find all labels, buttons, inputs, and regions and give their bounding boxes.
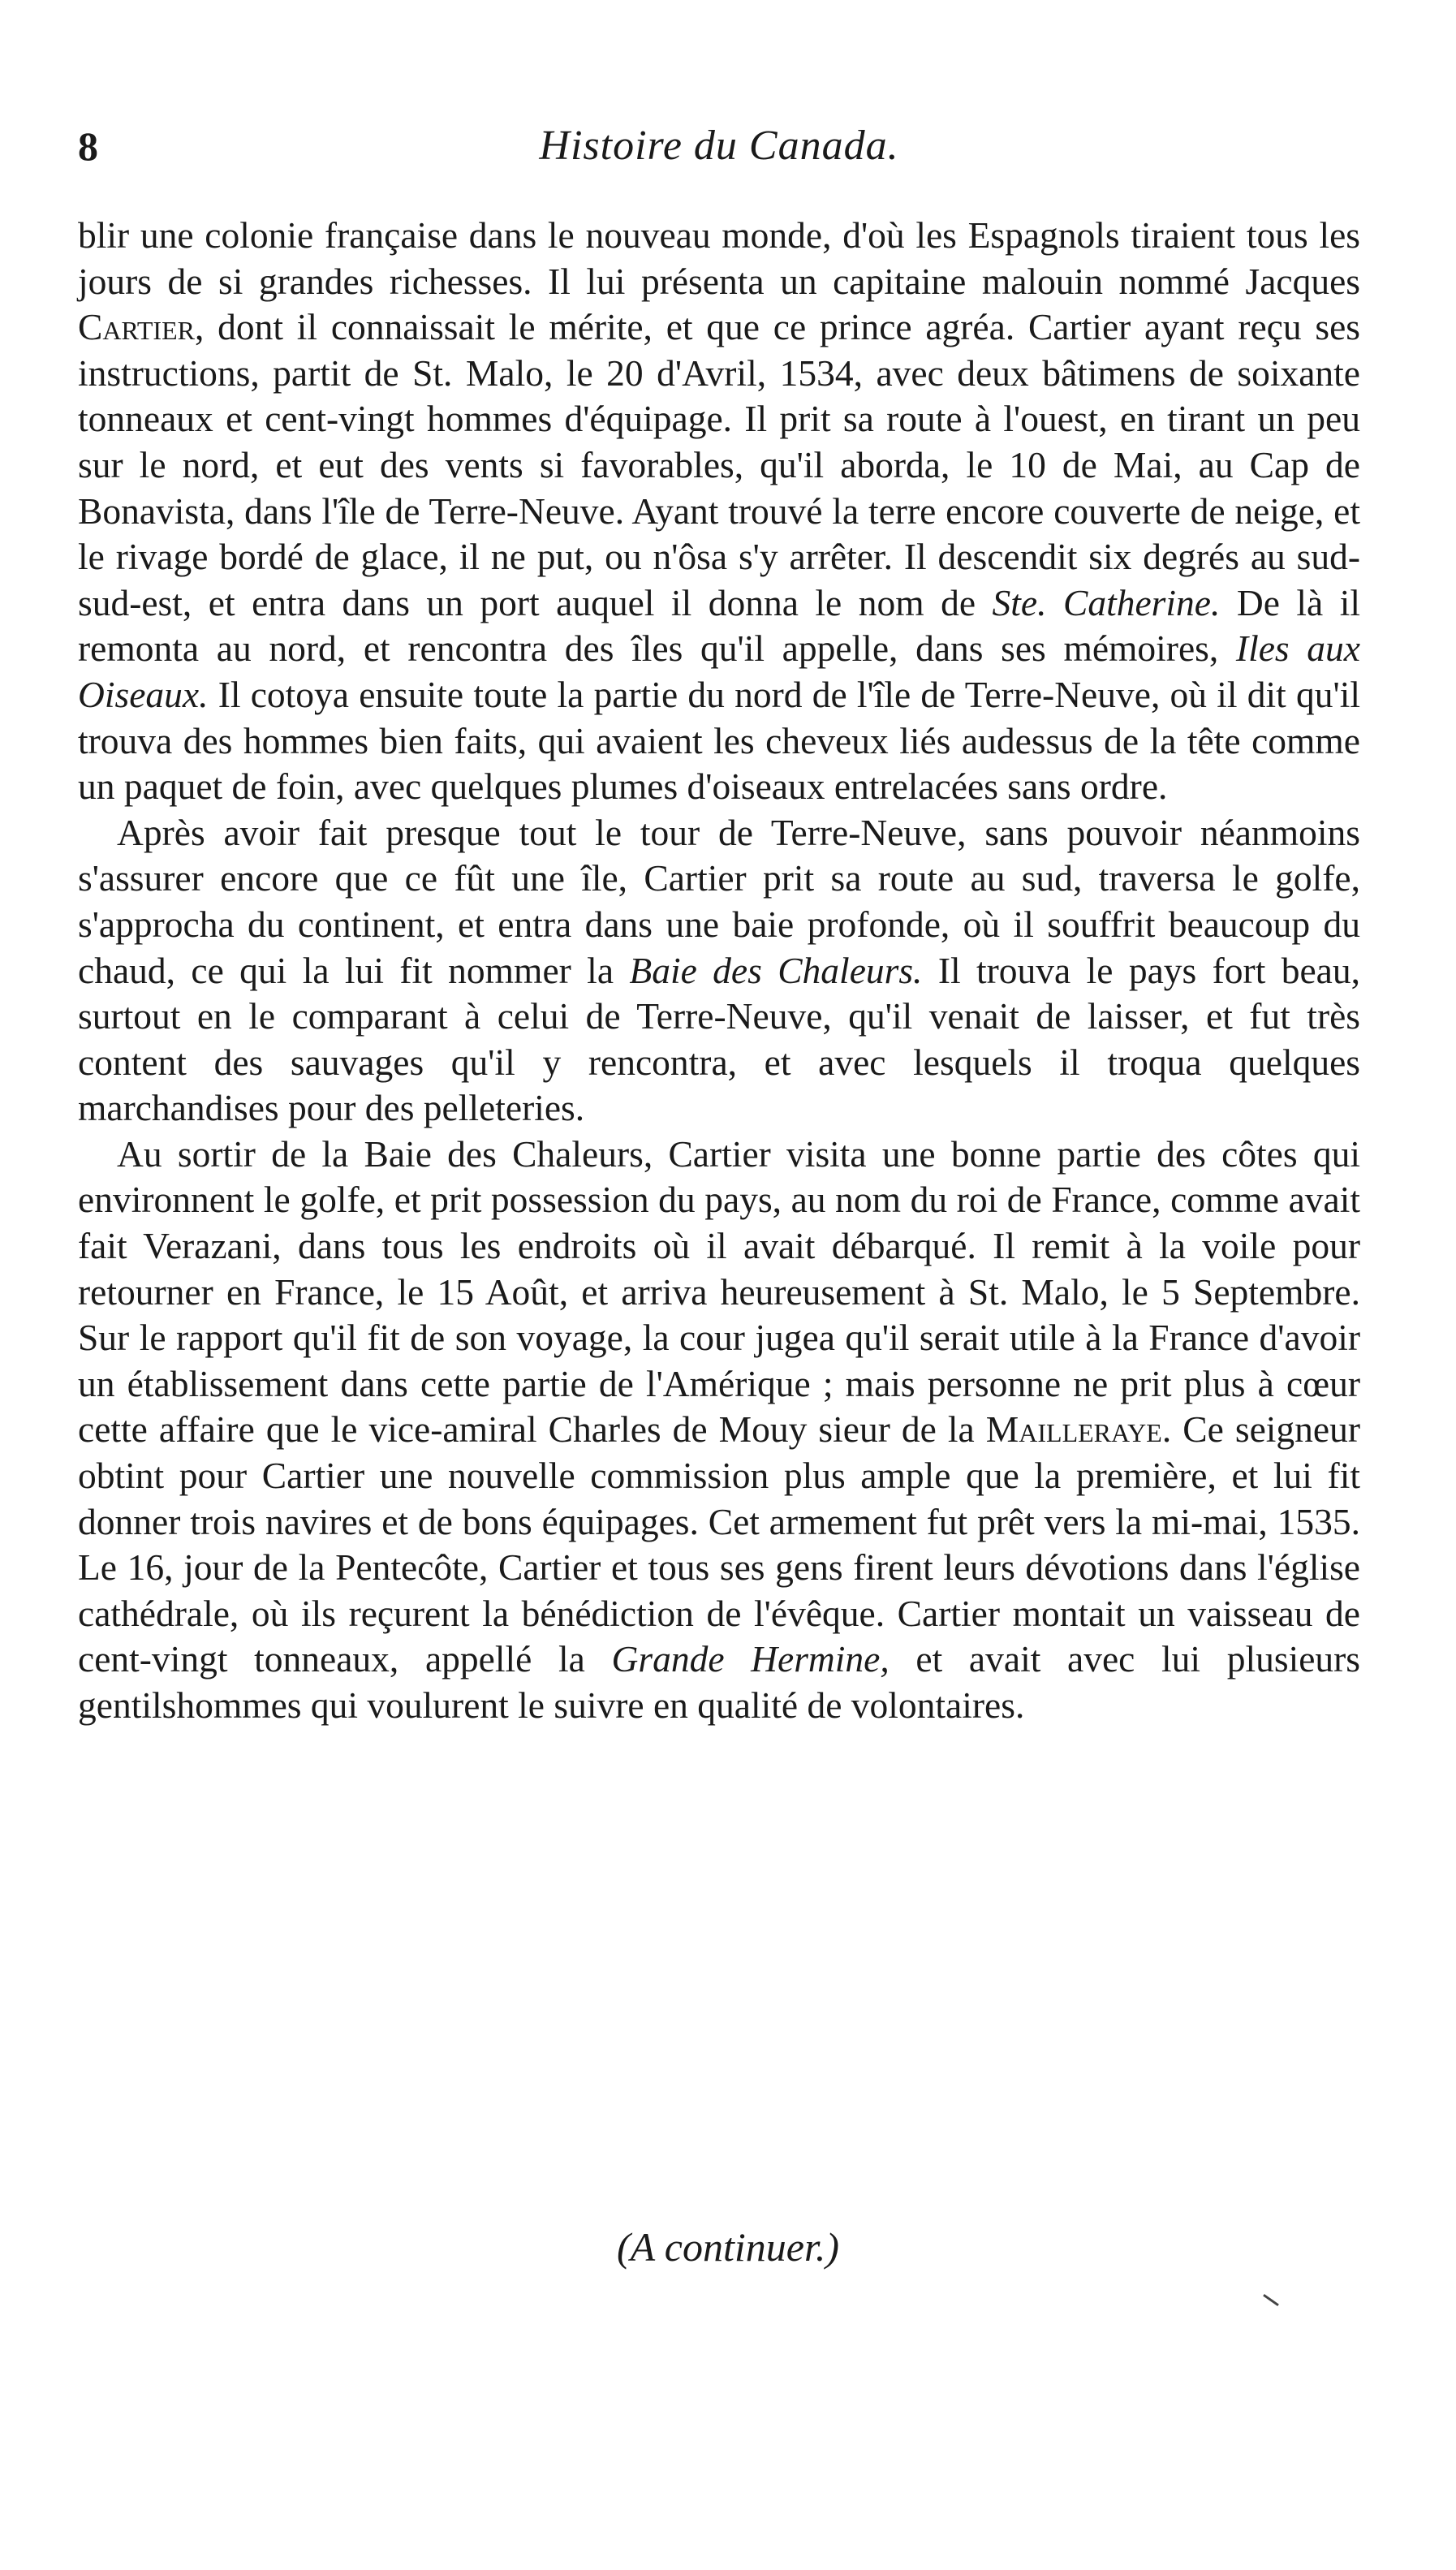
ship-name-grande-hermine: Grande Hermine, [611, 1638, 890, 1680]
text-span: Il trouva le pays fort beau, surtout en le comparant à celui de Terre-Neuve, qu'il venait de laisser, et fut très content des sauvages qu'il y rencontra, et avec lesquels il troqua quelques marchandises pour des pelleteries. [78, 949, 1360, 1129]
paragraph-2 [78, 810, 1360, 1132]
text-span: . Ce seigneur obtint pour Cartier une nouvelle commission plus ample que la première, et lui fit donner trois navires et de bons équipages. Cet armement fut prêt vers la mi-mai, 1535. Le 16, jour de la Pentecôte, Cartier et tous ses gens firent leurs dévotions dans l'église cathédrale, où ils reçurent la bénédiction de l'évêque. Cartier montait un vaisseau de cent-vingt tonneaux, appellé la [78, 1408, 1360, 1680]
text-span: , dont il connaissait le mérite, et que ce prince agréa. Cartier ayant reçu ses instructions, partit de St. Malo, le 20 d'Avril, 1534, avec deux bâtimens de soixante tonneaux et cent-vingt hommes d'équipage. Il prit sa route à l'ouest, en tirant un peu sur le nord, et eut des vents si favorables, qu'il aborda, le 10 de Mai, au Cap de Bonavista, dans l'île de Terre-Neuve. Ayant trouvé la terre encore couverte de neige, et le rivage bordé de glace, il ne put, ou n'ôsa s'y arrêter. Il descendit six degrés au sud-sud-est, et entra dans un port auquel il donna le nom de [78, 306, 1360, 623]
paragraph-3 [78, 1132, 1360, 1729]
text-span: blir une colonie française dans le nouveau monde, d'où les Espagnols tiraient tous les jours de si grandes richesses. Il lui présenta un capitaine malouin nommé Jacques [78, 214, 1360, 302]
running-title: Histoire du Canada. [539, 123, 899, 169]
place-name-baie-des-chaleurs: Baie des Chaleurs. [629, 949, 923, 991]
page-header [78, 122, 1360, 187]
place-name-iles-aux-oiseaux: Iles aux Oiseaux. [78, 627, 1360, 715]
text-span: Il cotoya ensuite toute la partie du nord de l'île de Terre-Neuve, où il dit qu'il trouva des hommes bien faits, qui avaient les cheveux liés audessus de la tête comme un paquet de foin, avec quelques plumes d'oiseaux entrelacées sans ordre. [78, 673, 1360, 808]
text-span: Après avoir fait presque tout le tour de Terre-Neuve, sans pouvoir néanmoins s'assurer encore que ce fût une île, Cartier prit sa route au sud, traversa le golfe, s'approcha du continent, et entra dans une baie profonde, où il souffrit beaucoup du chaud, ce qui la lui fit nommer la [78, 811, 1360, 991]
text-span: De là il remonta au nord, et rencontra des îles qu'il appelle, dans ses mémoires, [78, 581, 1360, 670]
place-name-ste-catherine: Ste. Catherine. [992, 581, 1221, 623]
text-span: Au sortir de la Baie des Chaleurs, Cartier visita une bonne partie des côtes qui environnent le golfe, et prit possession du pays, au nom du roi de France, comme avait fait Verazani, dans tous les endroits où il avait débarqué. Il remit à la voile pour retourner en France, le 15 Août, et arriva heureusement à St. Malo, le 5 Septembre. Sur le rapport qu'il fit de son voyage, la cour jugea qu'il serait utile à la France d'avoir un établissement dans cette partie de l'Amérique ; mais personne ne prit plus à cœur cette affaire que le vice-amiral Charles de Mouy sieur de la [78, 1132, 1360, 1451]
continuation-note: (A continuer.) [616, 2224, 840, 2270]
paragraph-1 [78, 213, 1360, 810]
text-span: et avait avec lui plusieurs gentilshommes qui voulurent le suivre en qualité de volontaires. [78, 1638, 1361, 1726]
name-cartier: Cartier [78, 306, 195, 348]
body-text [78, 213, 1360, 1729]
stray-ink-mark [1263, 2294, 1279, 2306]
name-mailleraye: Mailleraye [985, 1408, 1162, 1451]
page-number: 8 [78, 123, 98, 169]
